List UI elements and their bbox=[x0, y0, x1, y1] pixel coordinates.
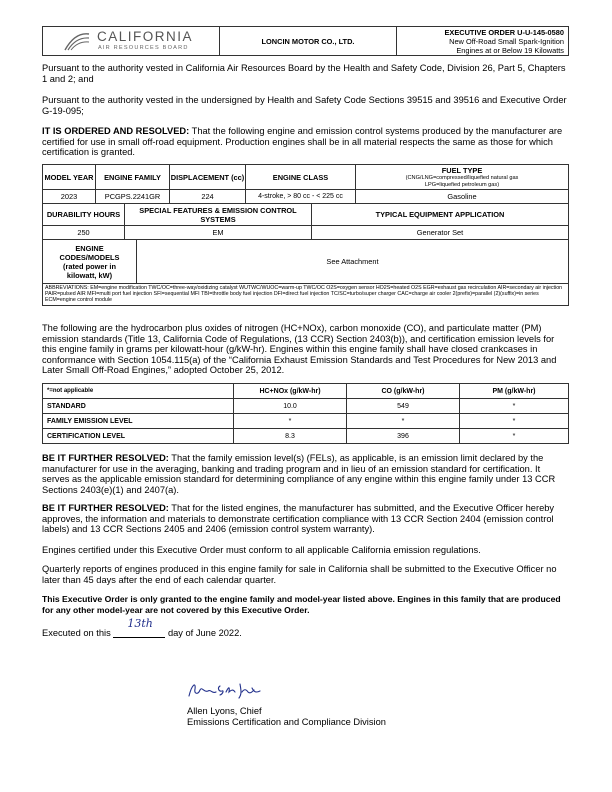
logo-word: CALIFORNIA bbox=[97, 29, 194, 44]
resolved-1-label: BE IT FURTHER RESOLVED: bbox=[42, 453, 169, 463]
signer-title: Emissions Certification and Compliance Division bbox=[187, 717, 386, 727]
ordered-resolved-text: That the following engine and emission control systems produced by the manufacturer are certified for use in small off-road equipment. Production engines shall be in all material respects the same as those for which certification is granted. bbox=[42, 126, 563, 158]
header-codes: ENGINE CODES/MODELS (rated power in kilowatt, kW) bbox=[43, 240, 137, 284]
codes-table bbox=[42, 239, 569, 306]
application-value: Generator Set bbox=[312, 226, 569, 240]
co-value: * bbox=[347, 414, 460, 429]
engine-class-value: 4-stroke, > 80 cc - < 225 cc bbox=[246, 190, 356, 204]
engine-table-wrapper bbox=[42, 164, 569, 306]
co-value: 396 bbox=[347, 429, 460, 444]
executed-line bbox=[42, 617, 242, 638]
fuel-note-1: (CNG/LNG=compressed/liquefied natural gas bbox=[405, 175, 519, 181]
row-label: FAMILY EMISSION LEVEL bbox=[43, 414, 234, 429]
co-value: 549 bbox=[347, 399, 460, 414]
arb-logo-icon bbox=[63, 30, 91, 52]
executed-suffix: day of June 2022. bbox=[167, 628, 242, 638]
col-co: CO (g/kW-hr) bbox=[347, 384, 460, 399]
not-applicable-note: *=not applicable bbox=[43, 384, 234, 399]
pm-value: * bbox=[460, 399, 569, 414]
logo-subtitle: AIR RESOURCES BOARD bbox=[98, 45, 189, 51]
col-hc-nox: HC+NOx (g/kW-hr) bbox=[234, 384, 347, 399]
standards-intro: The following are the hydrocarbon plus oxides of nitrogen (HC+NOx), carbon monoxide (CO), and particulate matter (PM) emission standards (Title 13, California Code of Regulations, (13 CCR) Section 2403(b)), and certification emission levels for this engine family in grams per kilowatt-hour (g/kW-hr). Engines within this engine family shall have closed crankcases in conformance with Section 1054.115(a) of the “California Exhaust Emission Standards and Test Procedures for New 2013 and Later Small Off-Road Engines,” adopted October 25, 2012. bbox=[42, 323, 557, 376]
order-line-2: New Off-Road Small Spark-Ignition bbox=[449, 36, 564, 46]
header-fuel-type: FUEL TYPE bbox=[441, 166, 483, 175]
header-application: TYPICAL EQUIPMENT APPLICATION bbox=[312, 204, 569, 226]
order-line-3: Engines at or Below 19 Kilowatts bbox=[456, 45, 564, 55]
resolved-2-label: BE IT FURTHER RESOLVED: bbox=[42, 503, 169, 513]
logo-cell bbox=[43, 27, 220, 56]
features-value: EM bbox=[125, 226, 312, 240]
table-row bbox=[43, 414, 569, 429]
engine-table bbox=[42, 164, 569, 204]
company-name: LONCIN MOTOR CO., LTD. bbox=[220, 27, 397, 56]
abbreviations: ABBREVIATIONS: EM=engine modification TWC/OC=three-way/oxidizing catalyst WUTWC/WUOC=warm-up TWC/OC O2S=oxygen sensor HO2S=heated O2S EGR=exhaust gas recirculation AIR=secondary air injection PAIR=pulsed AIR MFI=multi port fuel injection SFI=sequential MFI TBI=throttle body fuel injection DFI=direct fuel injection TC/SC=turbo/super charger CAC=charge air cooler 2(prefix)=parallel (2)(suffix)=in series ECM=engine control module bbox=[43, 284, 569, 306]
header-displacement: DISPLACEMENT (cc) bbox=[170, 165, 246, 190]
order-number: EXECUTIVE ORDER U-U-145-0580 bbox=[444, 27, 564, 37]
order-title-cell bbox=[397, 27, 569, 56]
header-fuel-type-cell bbox=[356, 165, 569, 190]
signer-name: Allen Lyons, Chief bbox=[187, 706, 262, 716]
fuel-type-value: Gasoline bbox=[356, 190, 569, 204]
row-label: CERTIFICATION LEVEL bbox=[43, 429, 234, 444]
table-row bbox=[43, 429, 569, 444]
row-label: STANDARD bbox=[43, 399, 234, 414]
col-pm: PM (g/kW-hr) bbox=[460, 384, 569, 399]
displacement-value: 224 bbox=[170, 190, 246, 204]
table-row bbox=[43, 399, 569, 414]
handwritten-day: 13th bbox=[127, 617, 153, 630]
engine-family-value: PCGPS.2241GR bbox=[96, 190, 170, 204]
header-engine-class: ENGINE CLASS bbox=[246, 165, 356, 190]
ordered-resolved-label: IT IS ORDERED AND RESOLVED: bbox=[42, 126, 190, 136]
emission-table bbox=[42, 383, 569, 444]
fuel-note-2: LPG=liquefied petroleum gas) bbox=[424, 181, 500, 188]
signature-block bbox=[187, 706, 386, 728]
hc-value: * bbox=[234, 414, 347, 429]
resolved-2-text: That for the listed engines, the manufacturer has submitted, and the Executive Officer hereby approves, the information and materials to demonstrate certification compliance with 13 CCR Section 2404 (emission control labels) and 13 CCR Sections 2405 and 2406 (emission control system warranty). bbox=[42, 503, 555, 535]
resolved-paragraph-2 bbox=[42, 503, 569, 535]
header-model-year: MODEL YEAR bbox=[43, 165, 96, 190]
header-engine-family: ENGINE FAMILY bbox=[96, 165, 170, 190]
codes-value: See Attachment bbox=[137, 240, 569, 284]
pm-value: * bbox=[460, 414, 569, 429]
intro-paragraph-1: Pursuant to the authority vested in California Air Resources Board by the Health and Safety Code, Division 26, Part 5, Chapters 1 and 2; and bbox=[42, 63, 566, 84]
header-durability: DURABILITY HOURS bbox=[43, 204, 125, 226]
hc-value: 8.3 bbox=[234, 429, 347, 444]
resolved-paragraph-1 bbox=[42, 453, 569, 495]
pm-value: * bbox=[460, 429, 569, 444]
model-year-value: 2023 bbox=[43, 190, 96, 204]
features-table bbox=[42, 203, 569, 240]
header-table bbox=[42, 26, 569, 56]
header-features: SPECIAL FEATURES & EMISSION CONTROL SYSTEMS bbox=[125, 204, 312, 226]
conform-paragraph: Engines certified under this Executive Order must conform to all applicable California emission regulations. bbox=[42, 545, 481, 555]
date-blank bbox=[113, 617, 165, 638]
limit-paragraph: This Executive Order is only granted to the engine family and model-year listed above. Engines in this family that are produced for any other model-year are not covered by this Executive Order. bbox=[42, 594, 561, 615]
executed-prefix: Executed on this bbox=[42, 628, 111, 638]
intro-paragraph-3 bbox=[42, 126, 569, 158]
intro-paragraph-2: Pursuant to the authority vested in the undersigned by Health and Safety Code Sections 39515 and 39516 and Executive Order G-19-095; bbox=[42, 95, 567, 116]
resolved-1-text: That the family emission level(s) (FELs), as applicable, is an emission limit declared by the manufacturer for use in the averaging, banking and trading program and in lieu of an emission standard for certification. It serves as the applicable emission standard for determining compliance of any engine within this engine family under 13 CCR Sections 2403(e)(1) and 2407(a). bbox=[42, 453, 556, 495]
durability-value: 250 bbox=[43, 226, 125, 240]
signature-icon bbox=[186, 680, 266, 702]
quarterly-paragraph: Quarterly reports of engines produced in this engine family for sale in California shall be submitted to the Executive Officer no later than 45 days after the end of each calendar quarter. bbox=[42, 564, 557, 585]
hc-value: 10.0 bbox=[234, 399, 347, 414]
